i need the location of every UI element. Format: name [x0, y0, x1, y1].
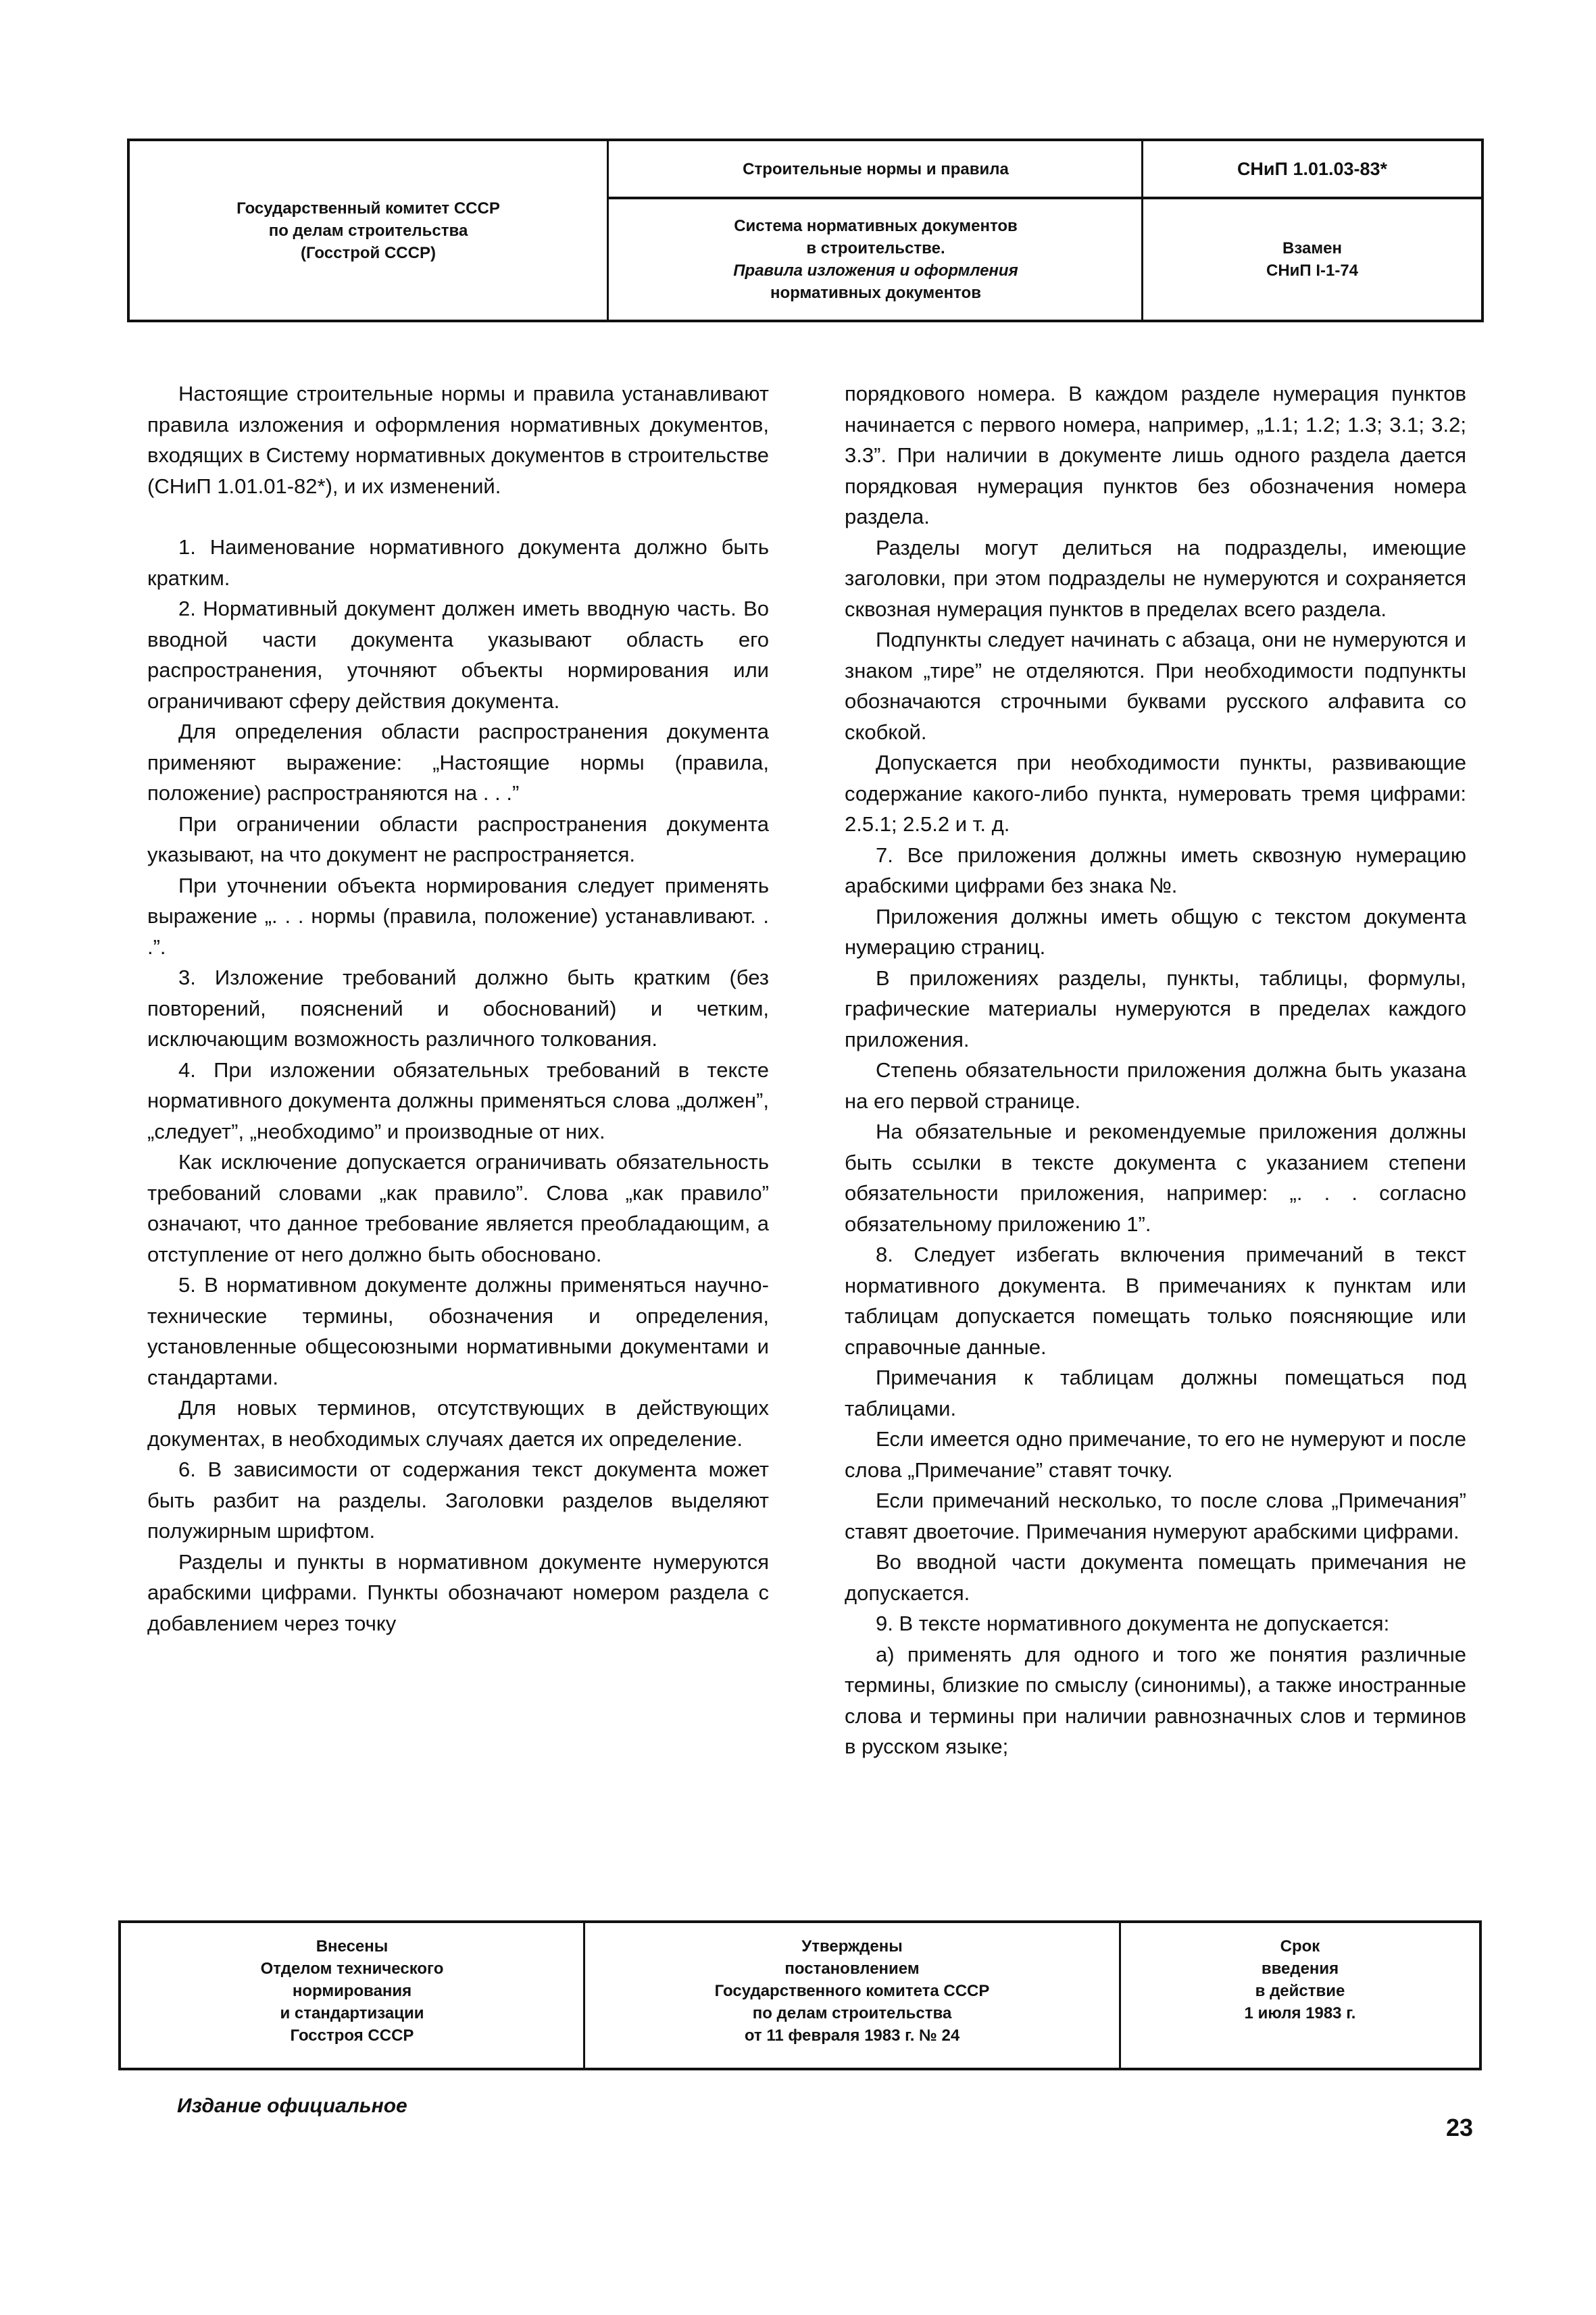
paragraph: 8. Следует избегать включения примечаний в текст нормативного документа. В примечаниях к пунктам или таблицам допускается помещать только поясняющие или справочные данные.	[845, 1243, 1466, 1359]
paragraph: Настоящие строительные нормы и правила устанавливают правила изложения и оформления нормативных документов, входящих в Систему нормативных документов в строительстве (СНиП 1.01.01-82*), и их изменений.	[147, 382, 769, 498]
footer-line: постановлением	[784, 1960, 920, 1978]
paragraph: 3. Изложение требований должно быть кратким (без повторений, пояснений и обоснований) и четким, исключающим возможность различного толкования.	[147, 966, 769, 1051]
body-column-right	[845, 378, 1466, 1762]
paragraph: На обязательные и рекомендуемые приложения должны быть ссылки в тексте документа с указанием степени обязательности приложения, например: „. . . согласно обязательному приложению 1”.	[845, 1120, 1466, 1236]
footer-line: Госстроя СССР	[290, 2026, 414, 2045]
header-code-text: СНиП 1.01.03-83*	[1237, 158, 1388, 179]
footer-line: Срок	[1280, 1937, 1320, 1956]
header-replaces-line: Взамен	[1282, 239, 1342, 257]
header-title-line: нормативных документов	[770, 284, 981, 302]
paragraph: Во вводной части документа помещать примечания не допускается.	[845, 1550, 1466, 1605]
paragraph: 5. В нормативном документе должны применяться научно-технические термины, обозначения и определения, установленные общесоюзными нормативными документами и стандартами.	[147, 1273, 769, 1389]
footer-line: по делам строительства	[752, 2004, 952, 2022]
footer-line: Внесены	[316, 1937, 389, 1956]
paragraph: 6. В зависимости от содержания текст документа может быть разбит на разделы. Заголовки разделов выделяют полужирным шрифтом.	[147, 1458, 769, 1543]
paragraph: При уточнении объекта нормирования следует применять выражение „. . . нормы (правила, положение) устанавливают. . .”.	[147, 873, 769, 959]
header-category	[609, 141, 1143, 197]
edition-note: Издание официальное	[177, 2095, 407, 2117]
footer-table	[118, 1920, 1482, 2070]
footer-line: 1 июля 1983 г.	[1244, 2004, 1356, 2022]
paragraph: Разделы и пункты в нормативном документе нумеруются арабскими цифрами. Пункты обозначают номером раздела с добавлением через точку	[147, 1549, 769, 1635]
header-replaces-line: СНиП I-1-74	[1266, 262, 1359, 280]
footer-line: Отделом технического	[260, 1960, 444, 1978]
paragraph: 2. Нормативный документ должен иметь вводную часть. Во вводной части документа указывают область его распространения, уточняют объекты нормирования или ограничивают сферу действия документа.	[147, 597, 769, 713]
paragraph: Как исключение допускается ограничивать обязательность требований словами „как правило”. Слова „как правило” означают, что данное требование является преобладающим, а отступление от него должно быть обосновано.	[147, 1150, 769, 1266]
header-table	[127, 139, 1484, 322]
header-title	[609, 199, 1143, 320]
header-replaces	[1143, 199, 1481, 320]
header-org	[130, 141, 607, 320]
paragraph: Подпункты следует начинать с абзаца, они не нумеруются и знаком „тире” не отделяются. При необходимости подпункты обозначаются строчными буквами русского алфавита со скобкой.	[845, 628, 1466, 744]
paragraph: Допускается при необходимости пункты, развивающие содержание какого-либо пункта, нумеровать тремя цифрами: 2.5.1; 2.5.2 и т. д.	[845, 751, 1466, 836]
header-code	[1143, 141, 1481, 197]
footer-effective	[1121, 1923, 1479, 2068]
footer-submitted	[121, 1923, 583, 2068]
paragraph: При ограничении области распространения документа указывают, на что документ не распространяется.	[147, 812, 769, 866]
header-title-line: Правила изложения и оформления	[733, 262, 1018, 280]
paragraph: 7. Все приложения должны иметь сквозную нумерацию арабскими цифрами без знака №.	[845, 843, 1466, 897]
footer-approved	[585, 1923, 1119, 2068]
paragraph: 9. В тексте нормативного документа не допускается:	[876, 1612, 1390, 1635]
paragraph: 4. При изложении обязательных требований в тексте нормативного документа должны применяться слова „должен”, „следует”, „необходимо” и производные от них.	[147, 1057, 769, 1143]
paragraph: Для новых терминов, отсутствующих в действующих документах, в необходимых случаях дается их определение.	[147, 1396, 769, 1451]
paragraph: Разделы могут делиться на подразделы, имеющие заголовки, при этом подразделы не нумеруются и сохраняется сквозная нумерация пунктов в пределах всего раздела.	[845, 535, 1466, 621]
paragraph: порядкового номера. В каждом разделе нумерация пунктов начинается с первого номера, например, „1.1; 1.2; 1.3; 3.1; 3.2; 3.3”. При наличии в документе лишь одного раздела дается порядковая нумерация пунктов без обозначения номера раздела.	[845, 382, 1466, 528]
header-title-line: в строительстве.	[806, 239, 945, 257]
paragraph: Для определения области распространения документа применяют выражение: „Настоящие нормы (правила, положение) распространяются на . . .”	[147, 720, 769, 805]
paragraph: Если примечаний несколько, то после слова „Примечания” ставят двоеточие. Примечания нумеруют арабскими цифрами.	[845, 1489, 1466, 1543]
paragraph: Приложения должны иметь общую с текстом документа нумерацию страниц.	[845, 904, 1466, 959]
header-org-line: Государственный комитет СССР	[236, 199, 500, 218]
paragraph: В приложениях разделы, пункты, таблицы, формулы, графические материалы нумеруются в пределах каждого приложения.	[845, 966, 1466, 1051]
footer-line: в действие	[1255, 1982, 1345, 2000]
body-column-left	[147, 378, 769, 1639]
paragraph: Если имеется одно примечание, то его не нумеруют и после слова „Примечание” ставят точку.	[845, 1427, 1466, 1482]
footer-line: Утверждены	[801, 1937, 903, 1956]
page-number: 23	[1446, 2114, 1474, 2141]
paragraph: а) применять для одного и того же понятия различные термины, близкие по смыслу (синонимы), а также иностранные слова и термины при наличии равнозначных слов и терминов в русском языке;	[845, 1642, 1466, 1758]
paragraph: 1. Наименование нормативного документа должно быть кратким.	[147, 535, 769, 590]
header-category-text: Строительные нормы и правила	[743, 159, 1009, 178]
paragraph: Примечания к таблицам должны помещаться под таблицами.	[845, 1366, 1466, 1420]
header-org-line: (Госстрой СССР)	[301, 243, 436, 262]
header-org-line: по делам строительства	[268, 221, 468, 240]
footer-line: введения	[1261, 1960, 1339, 1978]
paragraph: Степень обязательности приложения должна быть указана на его первой странице.	[845, 1058, 1466, 1113]
footer-line: и стандартизации	[280, 2004, 424, 2022]
footer-line: нормирования	[292, 1982, 412, 2000]
footer-line: от 11 февраля 1983 г. № 24	[744, 2026, 960, 2045]
header-title-line: Система нормативных документов	[734, 217, 1018, 235]
footer-line: Государственного комитета СССР	[714, 1982, 990, 2000]
